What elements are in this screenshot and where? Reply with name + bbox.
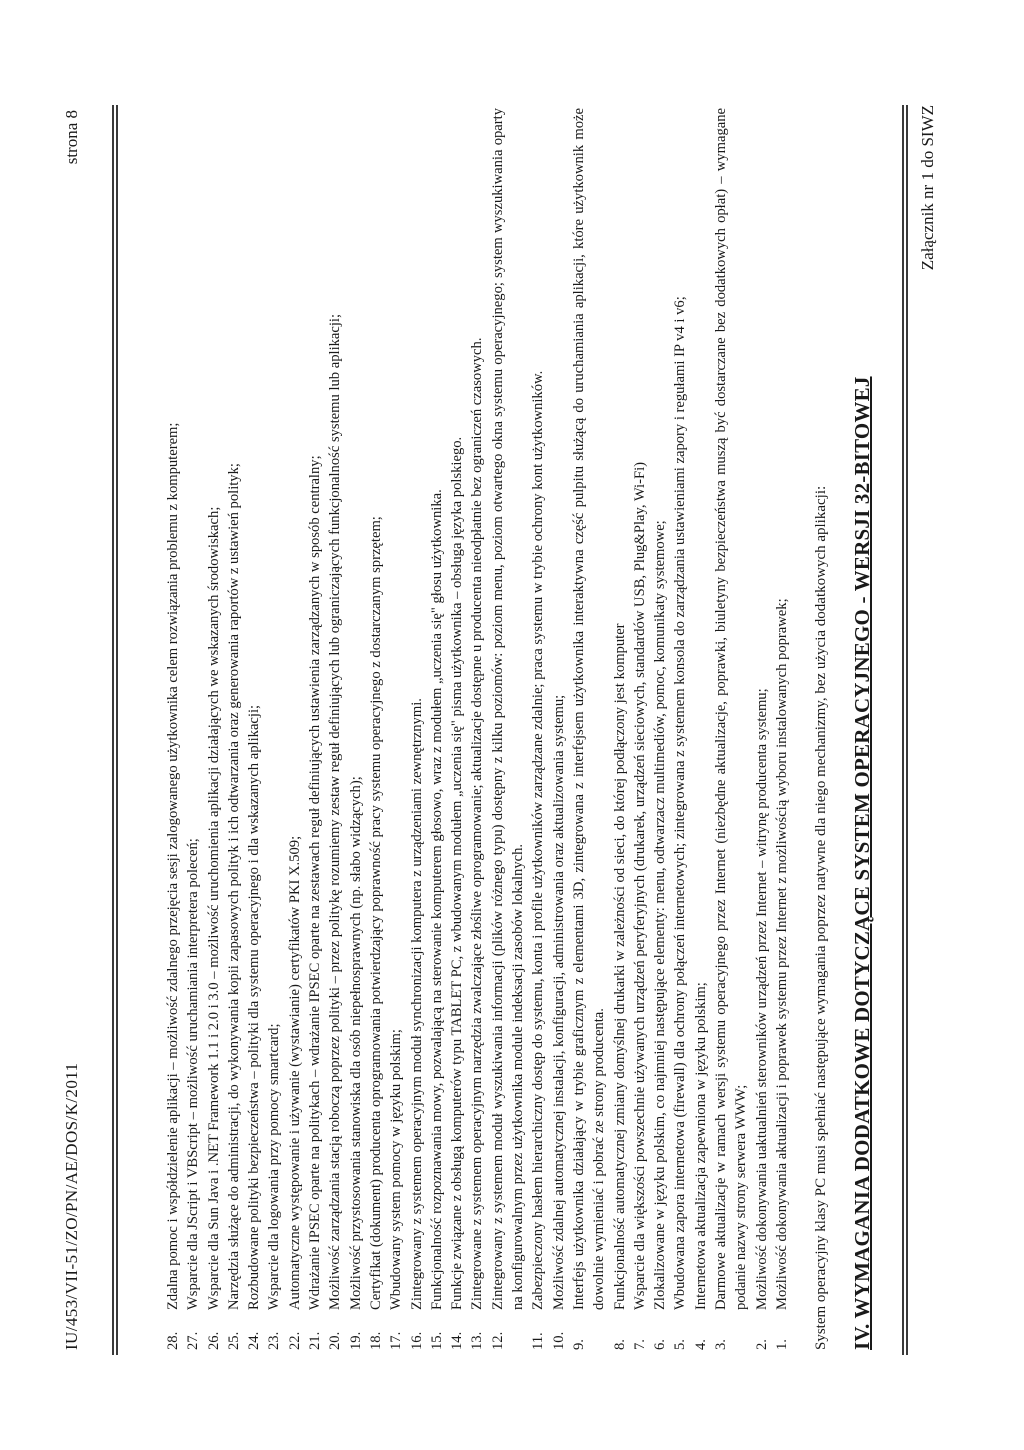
requirement-number: 4. bbox=[692, 1339, 709, 1350]
requirement-text: Zabezpieczony hasłem hierarchiczny dostęp do systemu, konta i profile użytkowników zarządzane zdalnie; praca systemu w trybie ochrony kont użytkowników. bbox=[530, 370, 547, 1310]
requirement-item bbox=[772, 108, 792, 1350]
requirement-text: Wbudowany system pomocy w języku polskim; bbox=[388, 1029, 405, 1310]
requirement-number: 17. bbox=[388, 1331, 405, 1350]
requirement-item bbox=[183, 108, 203, 1350]
requirement-number: 6. bbox=[652, 1339, 669, 1350]
requirement-number: 18. bbox=[367, 1331, 384, 1350]
requirement-text: Funkcjonalność automatycznej zmiany domyślnej drukarki w zależności od sieci, do której podłączony jest komputer bbox=[611, 623, 628, 1310]
requirement-item bbox=[407, 108, 427, 1350]
requirement-number: 24. bbox=[246, 1331, 263, 1350]
requirement-text: Funkcje związane z obsługą komputerów typu TABLET PC, z wbudowanym modułem „uczenia się" pisma użytkownika – obsługa języka polskiego. bbox=[449, 436, 466, 1310]
requirement-number: 26. bbox=[205, 1331, 222, 1350]
footer-rule bbox=[112, 105, 118, 1355]
requirement-text: Możliwość zarządzania stacją roboczą poprzez polityki – przez politykę rozumiemy zestaw reguł definiujących lub ograniczających funkcjonalność systemu lub aplikacji; bbox=[327, 313, 344, 1310]
requirement-text: Zlokalizowane w języku polskim, co najmniej następujące elementy: menu, odtwarzacz multimediów, pomoc, komunikaty systemowe; bbox=[652, 520, 669, 1310]
requirement-number: 5. bbox=[672, 1339, 689, 1350]
requirement-text: Zintegrowany z systemem operacyjnym moduł synchronizacji komputera z urządzeniami zewnętrznymi. bbox=[408, 698, 425, 1310]
requirement-number: 21. bbox=[307, 1331, 324, 1350]
requirement-item bbox=[204, 108, 224, 1350]
page-number: strona 8 bbox=[62, 110, 81, 165]
requirement-number: 10. bbox=[550, 1331, 567, 1350]
header-rule bbox=[902, 105, 908, 1355]
requirement-number: 11. bbox=[530, 1332, 547, 1350]
requirement-item bbox=[488, 108, 529, 1350]
requirement-item bbox=[650, 108, 670, 1350]
requirement-text: Możliwość dokonywania aktualizacji i poprawek systemu przez Internet z możliwością wyboru instalowanych poprawek; bbox=[773, 598, 790, 1310]
requirement-text: Wdrażanie IPSEC oparte na politykach – wdrażanie IPSEC oparte na zestawach reguł definiujących ustawienia zarządzanych w sposób centralny; bbox=[307, 455, 324, 1310]
requirement-number: 2. bbox=[753, 1339, 770, 1350]
requirement-text: Możliwość zdalnej automatycznej instalacji, konfiguracji, administrowania oraz aktualizowania systemu; bbox=[550, 694, 567, 1310]
requirement-item bbox=[447, 108, 467, 1350]
requirement-item bbox=[528, 108, 548, 1350]
requirement-number: 23. bbox=[266, 1331, 283, 1350]
requirement-number: 25. bbox=[225, 1331, 242, 1350]
requirement-item bbox=[244, 108, 264, 1350]
requirement-text: Zintegrowane z systemem operacyjnym narzędzia zwalczające złośliwe oprogramowanie; aktualizacje dostępne u producenta nieodpłatnie bez ograniczeń czasowych. bbox=[469, 337, 486, 1310]
requirement-item bbox=[163, 108, 183, 1350]
section-title: IV. WYMAGANIA DODATKOWE DOTYCZĄCE SYSTEM OPERACYJNEGO - WERSJI 32-BITOWEJ bbox=[850, 376, 874, 1350]
requirement-item bbox=[549, 108, 569, 1350]
requirement-text: Wsparcie dla JScript i VBScript – możliwość uruchamiania interpretera poleceń; bbox=[185, 838, 202, 1310]
requirement-item bbox=[285, 108, 305, 1350]
attachment-label: Załącznik nr 1 do SIWZ bbox=[918, 105, 937, 271]
requirement-number: 19. bbox=[347, 1331, 364, 1350]
requirement-number: 14. bbox=[449, 1331, 466, 1350]
requirement-item bbox=[752, 108, 772, 1350]
requirement-number: 12. bbox=[489, 1331, 506, 1350]
requirement-text: Zdalna pomoc i współdzielenie aplikacji – możliwość zdalnego przejęcia sesji zalogowanego użytkownika celem rozwiązania problemu z komputerem; bbox=[165, 422, 181, 1310]
requirement-item bbox=[569, 108, 610, 1350]
requirement-number: 9. bbox=[570, 1339, 587, 1350]
requirement-text: Zintegrowany z systemem moduł wyszukiwania informacji (plików różnego typu) dostępny z kilku poziomów: poziom menu, poziom otwartego okna systemu operacyjnego; system wyszukiwania oparty na konfigurowalnym przez użytkownika module indeksacji zasobów lokalnych. bbox=[489, 108, 527, 1310]
requirement-item bbox=[224, 108, 244, 1350]
requirement-item bbox=[366, 108, 386, 1350]
requirement-number: 8. bbox=[611, 1339, 628, 1350]
requirement-text: Interfejs użytkownika działający w trybie graficznym z elementami 3D, zintegrowana z interfejsem użytkownika interaktywna część pulpitu służącą do uruchamiania aplikacji, które użytkownik może dowolnie wymieniać i pobrać ze strony producenta. bbox=[570, 108, 608, 1310]
requirement-number: 28. bbox=[165, 1331, 181, 1350]
requirement-item bbox=[427, 108, 447, 1350]
requirement-item bbox=[711, 108, 752, 1350]
requirement-text: Rozbudowane polityki bezpieczeństwa – polityki dla systemu operacyjnego i dla wskazanych aplikacji; bbox=[246, 704, 263, 1310]
requirement-text: Możliwość dokonywania uaktualnień sterowników urządzeń przez Internet – witrynę producenta systemu; bbox=[753, 688, 770, 1310]
requirement-item bbox=[325, 108, 345, 1350]
requirement-number: 7. bbox=[631, 1339, 648, 1350]
requirement-number: 16. bbox=[408, 1331, 425, 1350]
requirement-text: Wsparcie dla większości powszechnie używanych urządzeń peryferyjnych (drukarek, urządzeń sieciowych, standardów USB, Plug&Play, Wi-Fi) bbox=[631, 462, 648, 1310]
requirement-text: Wsparcie dla logowania przy pomocy smartcard; bbox=[266, 1023, 283, 1310]
requirement-number: 1. bbox=[773, 1339, 790, 1350]
document-reference: IU/453/VII-51/ZO/PN/AE/DOS/K/2011 bbox=[62, 1062, 81, 1350]
requirement-item bbox=[670, 108, 690, 1350]
requirement-text: Wbudowana zapora internetowa (firewall) dla ochrony połączeń internetowych; zintegrowana z systemem konsola do zarządzania ustawieniami zapory i regułami IP v4 i v6; bbox=[672, 296, 689, 1310]
requirement-text: Internetowa aktualizacja zapewniona w języku polskim; bbox=[692, 982, 709, 1310]
requirement-number: 13. bbox=[469, 1331, 486, 1350]
requirement-text: Narzędzia służące do administracji, do wykonywania kopii zapasowych polityk i ich odtwarzania oraz generowania raportów z ustawień polityk; bbox=[225, 463, 242, 1310]
requirement-number: 3. bbox=[713, 1339, 730, 1350]
requirement-item bbox=[386, 108, 406, 1350]
requirement-text: Możliwość przystosowania stanowiska dla osób niepełnosprawnych (np. słabo widzących); bbox=[347, 776, 364, 1310]
requirement-text: Automatyczne występowanie i używanie (wystawianie) certyfikatów PKI X.509; bbox=[286, 835, 303, 1310]
requirement-item bbox=[610, 108, 630, 1350]
requirement-number: 20. bbox=[327, 1331, 344, 1350]
intro-text: System operacyjny klasy PC musi spełniać następujące wymagania poprzez natywne dla niego mechanizmy, bez użycia dodatkowych aplikacji: bbox=[813, 485, 829, 1350]
requirements-list bbox=[163, 108, 792, 1350]
requirement-item bbox=[630, 108, 650, 1350]
requirement-item bbox=[346, 108, 366, 1350]
requirement-number: 15. bbox=[428, 1331, 445, 1350]
requirement-item bbox=[305, 108, 325, 1350]
requirement-item bbox=[264, 108, 284, 1350]
requirement-text: Darmowe aktualizacje w ramach wersji systemu operacyjnego przez Internet (niezbędne aktualizacje, poprawki, biuletyny bezpieczeństwa muszą być dostarczane bez dodatkowych opłat) – wymagane podanie nazwy strony serwera WWW; bbox=[713, 108, 750, 1310]
requirement-number: 27. bbox=[185, 1331, 202, 1350]
requirement-item bbox=[691, 108, 711, 1350]
requirement-text: Wsparcie dla Sun Java i .NET Framework 1.1 i 2.0 i 3.0 – możliwość uruchomienia aplikacji działających we wskazanych środowiskach; bbox=[205, 506, 222, 1310]
requirement-text: Certyfikat (dokument) producenta oprogramowania potwierdzający poprawność pracy systemu operacyjnego z dostarczanym sprzętem; bbox=[367, 516, 384, 1310]
requirement-text: Funkcjonalność rozpoznawania mowy, pozwalającą na sterowanie komputerem głosowo, wraz z modułem „uczenia się" głosu użytkownika. bbox=[428, 489, 445, 1310]
requirement-item bbox=[467, 108, 487, 1350]
requirement-number: 22. bbox=[286, 1331, 303, 1350]
